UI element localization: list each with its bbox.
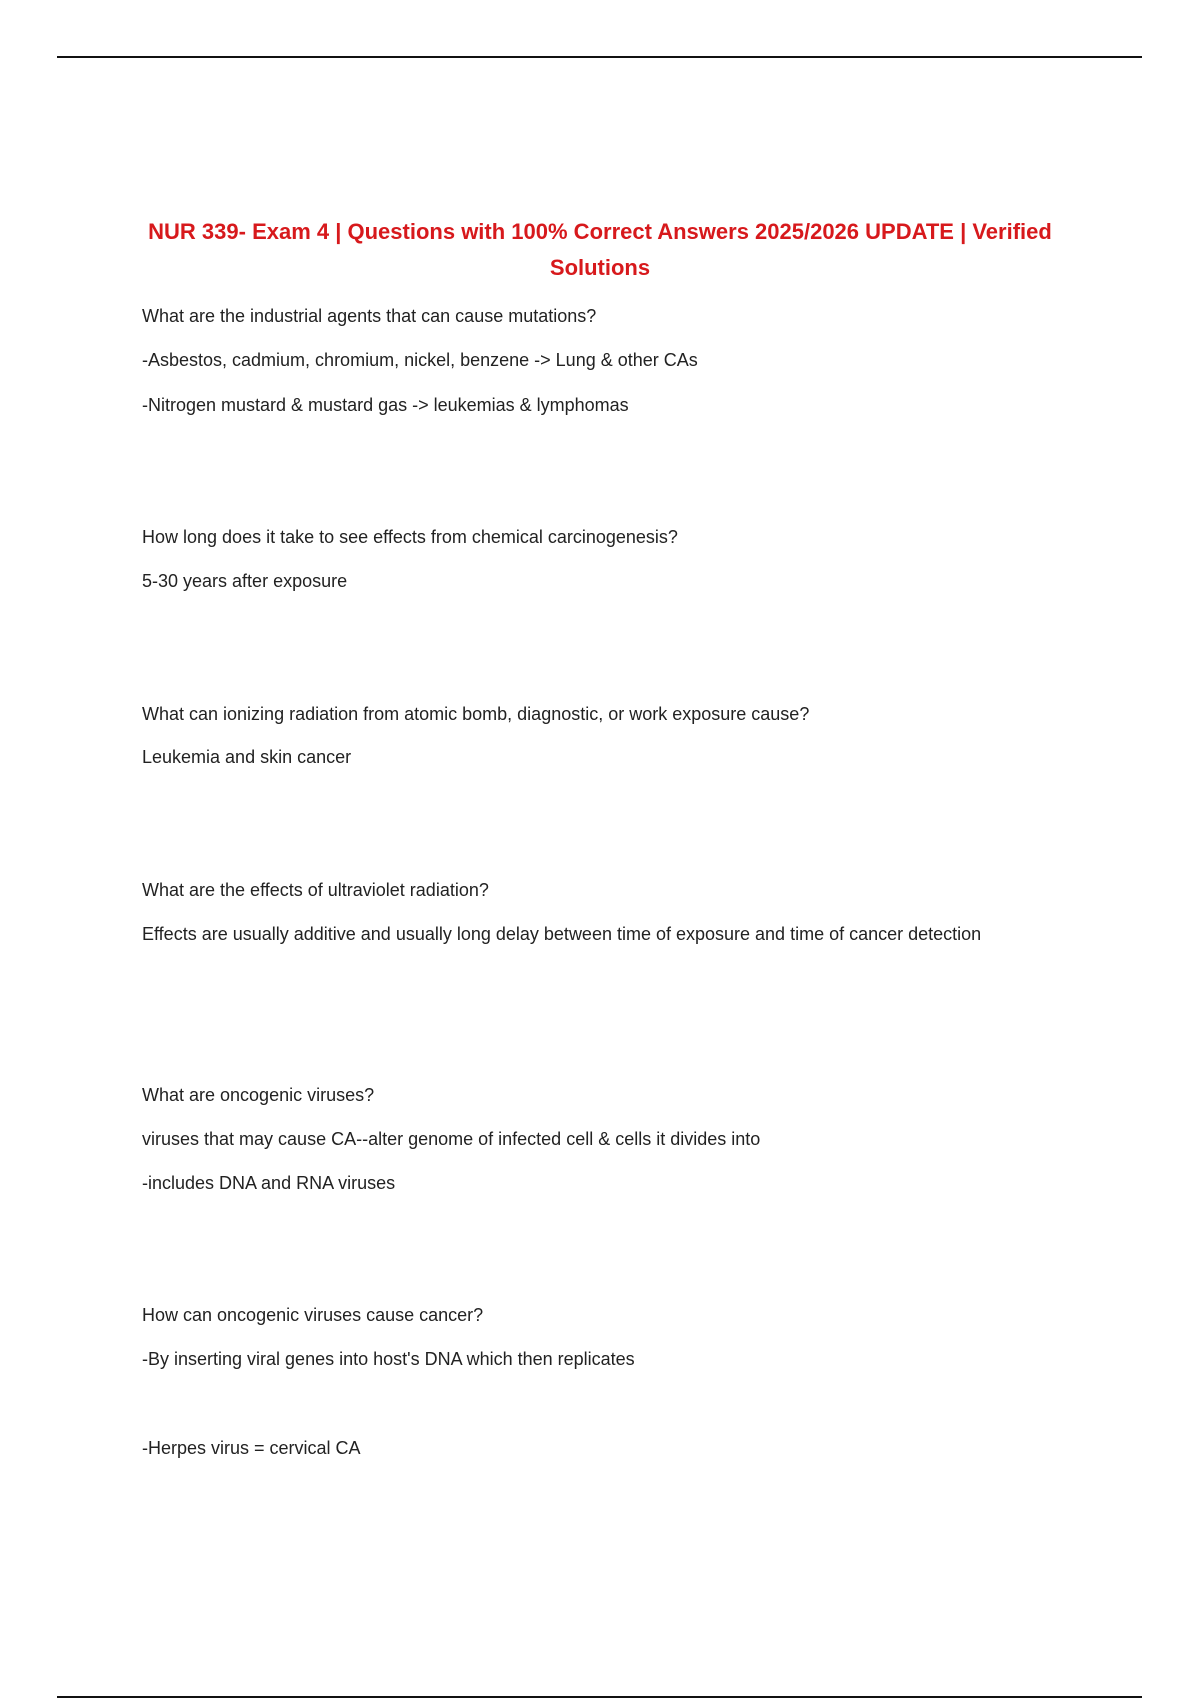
- question-6: How can oncogenic viruses cause cancer?: [142, 1305, 484, 1325]
- answer-5-line-2: -includes DNA and RNA viruses: [142, 1173, 396, 1193]
- question-1: What are the industrial agents that can cause mutations?: [142, 306, 597, 326]
- top-rule: [57, 56, 1142, 58]
- question-4: What are the effects of ultraviolet radiation?: [142, 880, 489, 900]
- answer-1-line-2: -Nitrogen mustard & mustard gas -> leukemias & lymphomas: [142, 395, 629, 415]
- question-3: What can ionizing radiation from atomic bomb, diagnostic, or work exposure cause?: [142, 704, 810, 724]
- answer-5-line-1: viruses that may cause CA--alter genome of infected cell & cells it divides into: [142, 1129, 761, 1149]
- answer-4-line-1: Effects are usually additive and usually long delay between time of exposure and time of cancer detection: [142, 924, 982, 944]
- answer-2-line-1: 5-30 years after exposure: [142, 571, 348, 591]
- question-2: How long does it take to see effects from chemical carcinogenesis?: [142, 527, 678, 547]
- answer-6-line-1: -By inserting viral genes into host's DNA which then replicates: [142, 1349, 635, 1369]
- answer-3-line-1: Leukemia and skin cancer: [142, 747, 352, 767]
- answer-1-line-1: -Asbestos, cadmium, chromium, nickel, benzene -> Lung & other CAs: [142, 350, 698, 370]
- document-title: NUR 339- Exam 4 | Questions with 100% Correct Answers 2025/2026 UPDATE | Verified Solutions: [148, 219, 1052, 280]
- answer-6-line-2: -Herpes virus = cervical CA: [142, 1438, 361, 1458]
- bottom-rule: [57, 1696, 1142, 1698]
- question-5: What are oncogenic viruses?: [142, 1085, 375, 1105]
